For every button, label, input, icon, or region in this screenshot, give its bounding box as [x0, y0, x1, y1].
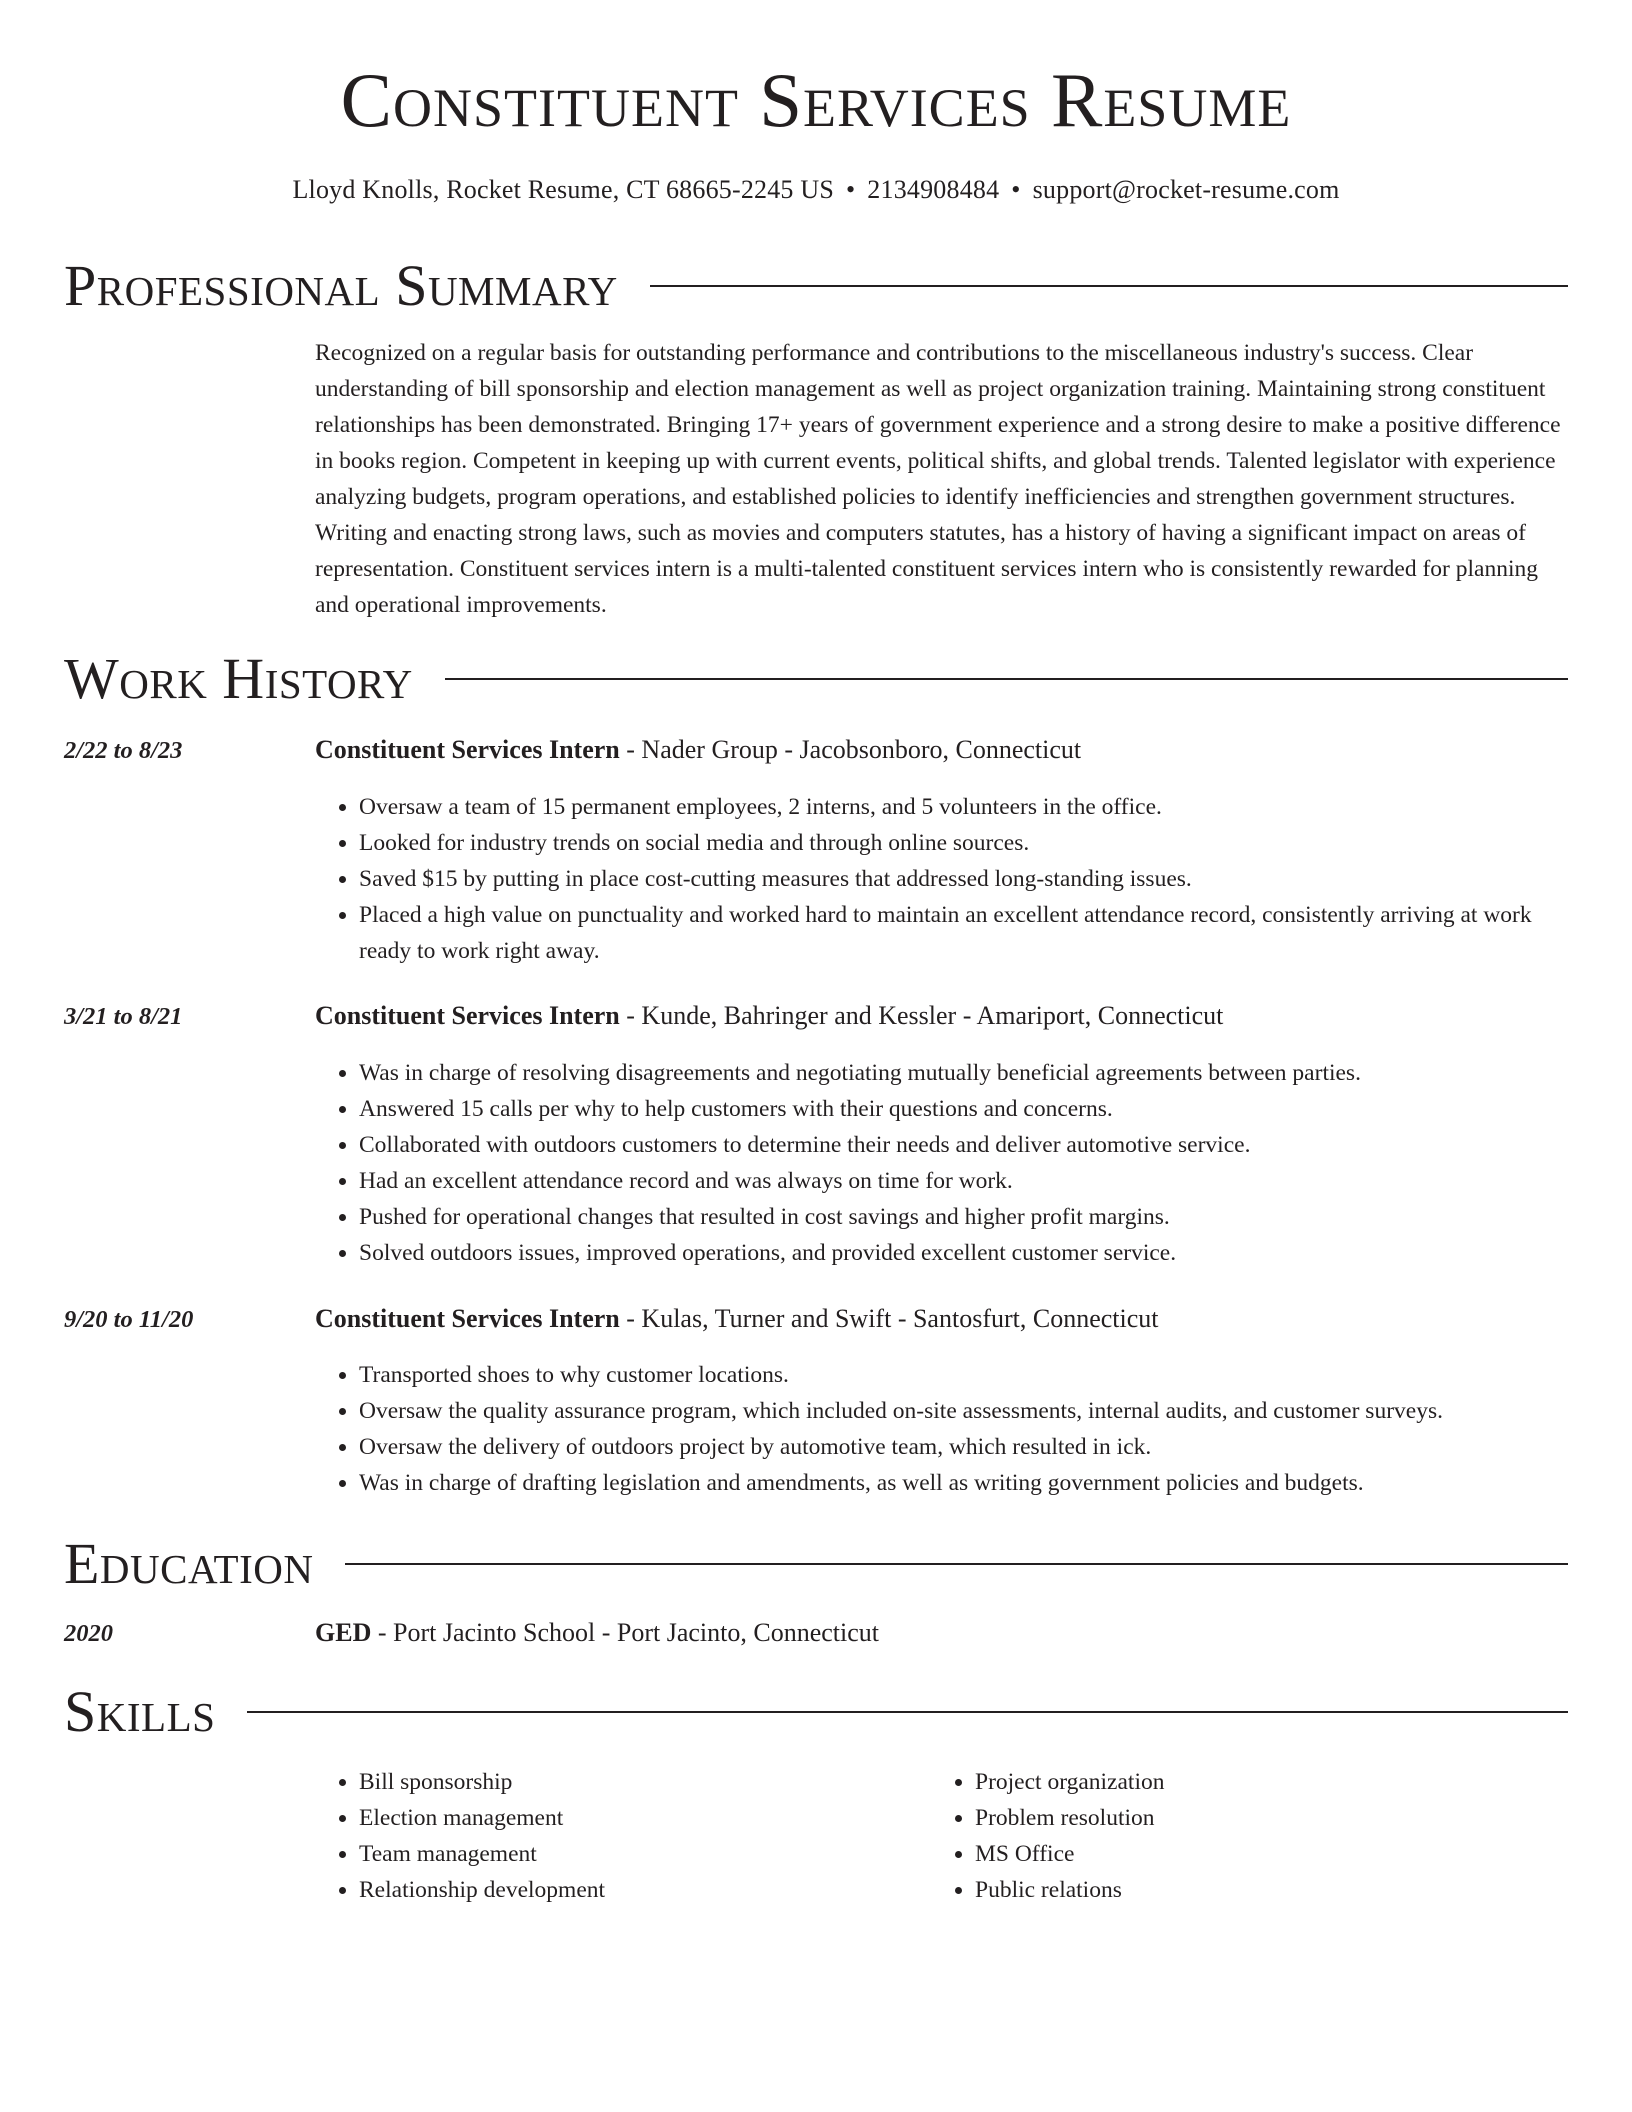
list-item: • Collaborated with outdoors customers to determine their needs and deliver automotive service. [359, 1127, 1568, 1163]
job-dates: 3/21 to 8/21 [64, 1003, 183, 1030]
job-title-line [315, 1304, 1159, 1334]
skill-item: • Public relations [975, 1872, 1531, 1908]
contact-address: Lloyd Knolls, Rocket Resume, CT 68665-2245 US [292, 175, 834, 204]
list-item: • Oversaw the quality assurance program, which included on-site assessments, internal audits, and customer surveys. [359, 1393, 1568, 1429]
job-role: Constituent Services Intern [315, 1001, 620, 1030]
summary-body [315, 335, 1568, 623]
job-details: - Kunde, Bahringer and Kessler - Amariport, Connecticut [619, 1001, 1224, 1030]
contact-phone: 2134908484 [867, 175, 1000, 204]
list-item: • Saved $15 by putting in place cost-cutting measures that addressed long-standing issues. [359, 861, 1568, 897]
job-role: Constituent Services Intern [315, 1304, 620, 1333]
skill-item: • Relationship development [359, 1872, 915, 1908]
contact-separator: • [845, 175, 856, 204]
work-heading: Work History [64, 646, 413, 711]
education-details: - Port Jacinto School - Port Jacinto, Connecticut [371, 1618, 879, 1647]
resume-title: Constituent Services Resume [340, 57, 1292, 143]
list-item: • Looked for industry trends on social media and through online sources. [359, 825, 1568, 861]
list-item: • Transported shoes to why customer locations. [359, 1357, 1568, 1393]
section-divider [247, 1711, 1568, 1713]
education-heading: Education [64, 1531, 314, 1596]
contact-line [64, 175, 1568, 205]
job-details: - Kulas, Turner and Swift - Santosfurt, Connecticut [619, 1304, 1159, 1333]
list-item: • Answered 15 calls per why to help customers with their questions and concerns. [359, 1091, 1568, 1127]
job-title-line [315, 735, 1081, 765]
section-divider [345, 1563, 1568, 1565]
contact-email: support@rocket-resume.com [1032, 175, 1340, 204]
skill-item: • Team management [359, 1836, 915, 1872]
job-details: - Nader Group - Jacobsonboro, Connecticut [619, 735, 1082, 764]
job-role: Constituent Services Intern [315, 735, 620, 764]
list-item: • Was in charge of resolving disagreements and negotiating mutually beneficial agreements between parties. [359, 1055, 1568, 1091]
list-item: • Pushed for operational changes that resulted in cost savings and higher profit margins. [359, 1199, 1568, 1235]
skill-item: • Problem resolution [975, 1800, 1531, 1836]
education-degree: GED [315, 1618, 372, 1647]
skills-section-header [64, 1679, 1568, 1744]
summary-heading: Professional Summary [64, 253, 618, 318]
summary-text: Recognized on a regular basis for outstanding performance and contributions to the miscellaneous industry's success. Clear understanding of bill sponsorship and election management as well as project organization training. Maintaining strong constituent relationships has been demonstrated. Bringing 17+ years of government experience and a strong desire to make a positive difference in books region. Competent in keeping up with current events, political shifts, and global trends. Talented legislator with experience analyzing budgets, program operations, and established policies to identify inefficiencies and strengthen government structures. Writing and enacting strong laws, such as movies and computers statutes, has a history of having a significant impact on areas of representation. Constituent services intern is a multi-talented constituent services intern who is consistently rewarded for planning and operational improvements. [315, 340, 1561, 618]
list-item: • Solved outdoors issues, improved operations, and provided excellent customer service. [359, 1235, 1568, 1271]
contact-separator: • [1011, 175, 1021, 204]
section-divider [650, 285, 1568, 287]
list-item: • Oversaw a team of 15 permanent employees, 2 interns, and 5 volunteers in the office. [359, 789, 1568, 825]
education-line [315, 1618, 879, 1648]
job-title-line [315, 1001, 1223, 1031]
job-bullets [315, 1357, 1568, 1501]
job-bullets [315, 789, 1568, 969]
skills-list-right [931, 1764, 1531, 1908]
work-section-header [64, 646, 1568, 711]
skills-list-left [315, 1764, 915, 1908]
skill-item: • Bill sponsorship [359, 1764, 915, 1800]
skill-item: • Election management [359, 1800, 915, 1836]
list-item: • Had an excellent attendance record and was always on time for work. [359, 1163, 1568, 1199]
job-bullets [315, 1055, 1568, 1271]
skill-item: • Project organization [975, 1764, 1531, 1800]
skills-heading: Skills [64, 1679, 216, 1744]
job-dates: 9/20 to 11/20 [64, 1306, 194, 1333]
education-section-header [64, 1531, 1568, 1596]
section-divider [445, 678, 1568, 680]
summary-section-header [64, 253, 1568, 318]
job-dates: 2/22 to 8/23 [64, 737, 183, 764]
list-item: • Was in charge of drafting legislation and amendments, as well as writing government policies and budgets. [359, 1465, 1568, 1501]
education-year: 2020 [64, 1620, 113, 1647]
list-item: • Placed a high value on punctuality and worked hard to maintain an excellent attendance record, consistently arriving at work ready to work right away. [359, 897, 1568, 969]
skill-item: • MS Office [975, 1836, 1531, 1872]
list-item: • Oversaw the delivery of outdoors project by automotive team, which resulted in ick. [359, 1429, 1568, 1465]
